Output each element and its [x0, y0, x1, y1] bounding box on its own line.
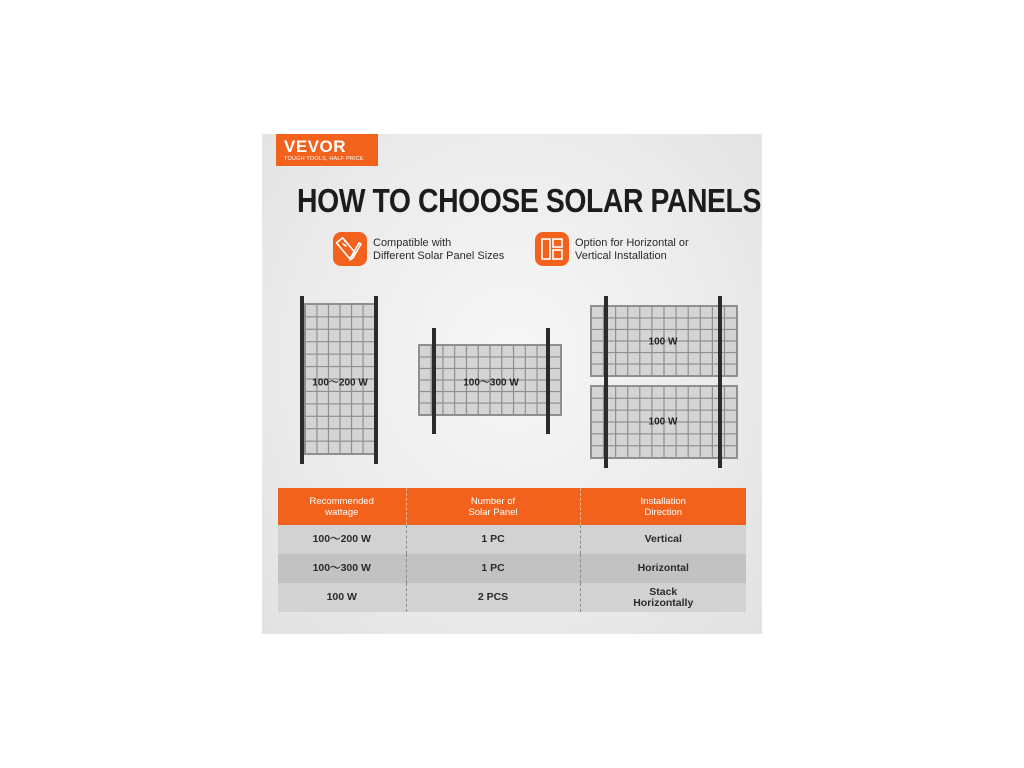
cell-count: 1 PC: [406, 554, 580, 583]
feature-text-line2: Different Solar Panel Sizes: [373, 250, 505, 262]
table-row: [278, 525, 746, 554]
vevor-logo: [276, 134, 378, 166]
cell-direction: Vertical: [580, 525, 746, 554]
stacked-top-panel-label: 100 W: [648, 336, 678, 348]
vertical-panel-diagram: [300, 294, 384, 468]
header-direction: Installation Direction: [580, 488, 746, 525]
table-header-row: [278, 488, 746, 525]
feature-text-line1: Option for Horizontal or: [575, 237, 689, 249]
cell-wattage: 100～300 W: [278, 554, 406, 583]
horizontal-panel-label: 100～300 W: [463, 377, 519, 389]
infographic-card: [262, 134, 762, 634]
header-wattage: Recommended wattage: [278, 488, 406, 525]
horizontal-panel-diagram: [416, 328, 566, 436]
layout-panels-icon: [535, 232, 569, 266]
feature-text: [575, 237, 689, 263]
cell-direction: Stack Horizontally: [580, 583, 746, 612]
feature-text-line2: Vertical Installation: [575, 250, 667, 262]
page-title: HOW TO CHOOSE SOLAR PANELS: [297, 182, 761, 219]
stacked-panels-diagram: [588, 294, 740, 468]
header-panel-count: Number of Solar Panel: [406, 488, 580, 525]
cell-count: 2 PCS: [406, 583, 580, 612]
cell-direction: Horizontal: [580, 554, 746, 583]
cell-count: 1 PC: [406, 525, 580, 554]
cell-wattage: 100 W: [278, 583, 406, 612]
table-row: [278, 583, 746, 612]
cell-wattage: 100～200 W: [278, 525, 406, 554]
feature-text-line1: Compatible with: [373, 237, 452, 249]
resize-pencil-icon: [333, 232, 367, 266]
stacked-panels-graphic: [588, 294, 740, 468]
feature-text: [373, 237, 504, 263]
logo-brand-name: VEVOR: [284, 137, 347, 156]
vertical-panel-label: 100～200 W: [312, 377, 368, 389]
selection-table: [278, 488, 746, 612]
table-row: [278, 554, 746, 583]
logo-tagline: TOUGH TOOLS, HALF PRICE: [284, 156, 364, 162]
stacked-bottom-panel-label: 100 W: [648, 416, 678, 428]
